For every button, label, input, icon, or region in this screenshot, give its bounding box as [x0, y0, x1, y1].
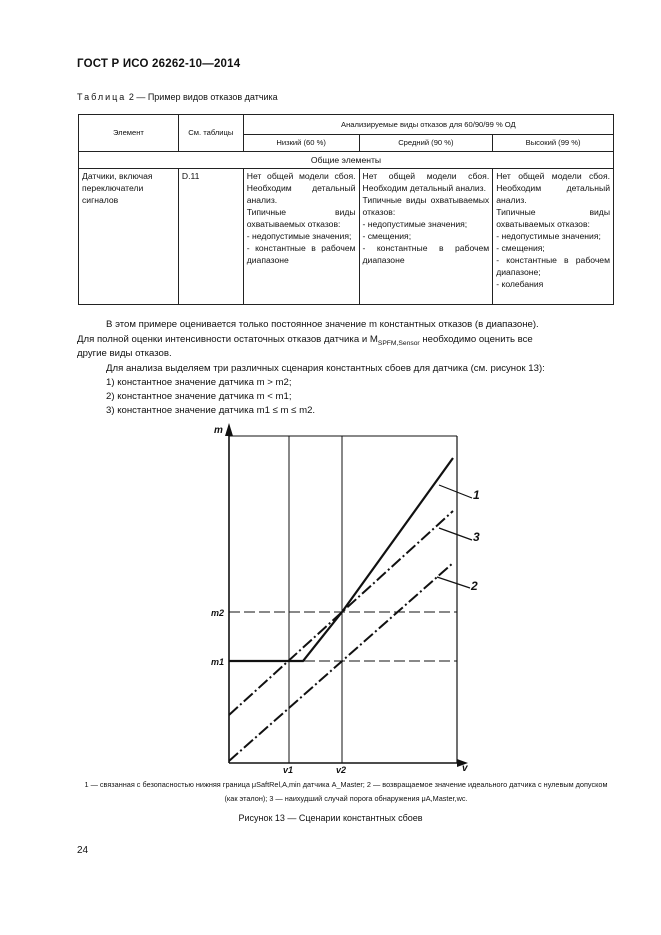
curve-label-2: 2 [471, 579, 478, 593]
curve-label-1: 1 [473, 488, 480, 502]
header-group: Анализируемые виды отказов для 60/90/99 % ОД [243, 115, 613, 135]
y-axis-label: m [214, 425, 223, 436]
paragraph-2-tail: необходимо оценить все [419, 334, 533, 345]
figure-caption: Рисунок 13 — Сценарии константных сбоев [238, 813, 423, 823]
leader-1 [439, 485, 472, 498]
cell-mid: Нет общей модели сбоя. Необходим детальный анализ. Типичные виды охватываемых отказов: - недопустимые значения; - смещения; - константные в рабочем диапазоне [359, 169, 493, 305]
leader-3 [439, 528, 472, 540]
cell-ref: D.11 [178, 169, 243, 305]
x-axis-label: v [462, 763, 468, 774]
document-header: ГОСТ Р ИСО 26262-10—2014 [77, 58, 241, 70]
paragraph-4: Для анализа выделяем три различных сценария константных сбоев для датчика (см. рисунок 13): [106, 363, 545, 374]
section-row: Общие элементы [79, 152, 614, 169]
header-mid: Средний (90 %) [359, 135, 493, 152]
leader-2 [437, 577, 470, 588]
cell-low: Нет общей модели сбоя. Необходим детальный анализ. Типичные виды охватываемых отказов: - недопустимые значения; - константные в рабочем диапазоне [243, 169, 359, 305]
curve-1 [229, 458, 453, 661]
paragraph-2-sub: SPFM,Sensor [377, 339, 420, 347]
header-ref: См. таблицы [178, 115, 243, 152]
curve-label-3: 3 [473, 530, 480, 544]
curve-3 [229, 511, 453, 715]
table-caption-prefix: Таблица [77, 92, 127, 102]
list-item-3: 3) константное значение датчика m1 ≤ m ≤ m2. [106, 405, 316, 416]
table-caption-text: 2 — Пример видов отказов датчика [128, 92, 278, 102]
header-element: Элемент [79, 115, 179, 152]
header-low: Низкий (60 %) [243, 135, 359, 152]
v1-label: v1 [283, 765, 294, 775]
paragraph-2-text: Для полной оценки интенсивности остаточных отказов датчика и M [77, 334, 378, 345]
cell-element: Датчики, включая переключатели сигналов [79, 169, 179, 305]
paragraph-3: другие виды отказов. [77, 348, 172, 359]
cell-high: Нет общей модели сбоя. Необходим детальный анализ. Типичные виды охватываемых отказов: - недопустимые значения; - смещения; - константные в рабочем диапазоне; - колебания [493, 169, 614, 305]
m1-label: m1 [211, 657, 225, 667]
y-arrow-icon [225, 423, 233, 436]
paragraph-1: В этом примере оценивается только постоянное значение m константных отказов (в диапазоне). [106, 319, 539, 330]
page-number: 24 [77, 845, 89, 856]
list-item-2: 2) константное значение датчика m < m1; [106, 391, 292, 402]
list-item-1: 1) константное значение датчика m > m2; [106, 377, 292, 388]
m2-label: m2 [211, 608, 225, 618]
v2-label: v2 [336, 765, 347, 775]
figure-notes: 1 — связанная с безопасностью нижняя граница μSaftRel,A,min датчика A_Master; 2 — возвращаемое значение идеального датчика с нулевым допуском (как эталон); 3 — наихудший случай порога обнаружения μA,Master,wc. [84, 780, 608, 803]
header-high: Высокий (99 %) [493, 135, 614, 152]
